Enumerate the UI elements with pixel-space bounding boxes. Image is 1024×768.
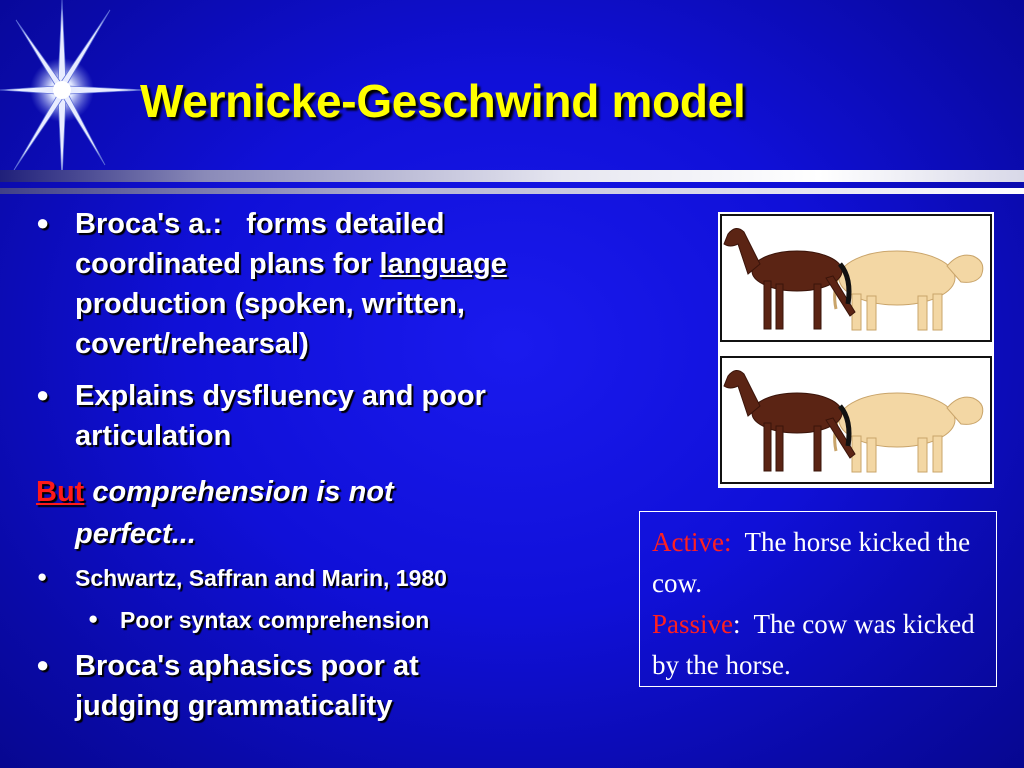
but-statement (36, 472, 394, 512)
bullet-dot-icon: ● (36, 652, 50, 677)
passive-label: Passive (652, 609, 733, 639)
active-label: Active: (652, 527, 732, 557)
but-statement-line2: perfect... (75, 518, 196, 550)
active-passive-caption (639, 511, 997, 687)
bullet-text-line: production (spoken, written, (75, 288, 465, 320)
but-word: But (36, 476, 85, 508)
bullet-text-part: coordinated plans for (75, 248, 380, 280)
bullet-text-line: judging grammaticality (75, 690, 393, 722)
horse-figure (724, 370, 855, 471)
bullet-dot-icon: ● (88, 609, 99, 628)
bullet-text-line: articulation (75, 420, 232, 452)
bullet-text-line: Broca's a.: forms detailed (75, 208, 445, 240)
bullet-text-line: Explains dysfluency and poor (75, 380, 486, 412)
bullet-text-line (75, 244, 507, 284)
bullet-dot-icon: ● (36, 210, 50, 235)
underlined-term: language (379, 248, 507, 280)
sub-sub-bullet: Poor syntax comprehension (120, 607, 430, 633)
bullet-brocas-area (75, 204, 507, 364)
horse-kicks-cow-image (722, 216, 990, 340)
bullet-grammaticality (75, 646, 419, 726)
cow-kicked-by-horse-image (722, 358, 990, 482)
horse-cow-illustration (718, 212, 994, 488)
slide-title: Wernicke-Geschwind model (140, 75, 746, 127)
passive-sentence: : The cow was kicked by the horse. (652, 609, 982, 680)
bullet-dot-icon: ● (36, 382, 50, 407)
illustration-panel-passive (720, 356, 992, 484)
cow-figure (835, 251, 983, 330)
sub-bullet-citation: Schwartz, Saffran and Marin, 1980 (75, 565, 447, 591)
illustration-panel-active (720, 214, 992, 342)
bullet-text-line: covert/rehearsal) (75, 328, 309, 360)
bullet-text-line: Broca's aphasics poor at (75, 650, 419, 682)
horse-figure (724, 228, 855, 329)
active-sentence: The horse kicked the cow. (652, 527, 977, 598)
but-rest: comprehension is not (84, 476, 394, 508)
bullet-dot-icon: ● (37, 567, 48, 586)
bullet-dysfluency (75, 376, 486, 456)
cow-figure (835, 393, 983, 472)
